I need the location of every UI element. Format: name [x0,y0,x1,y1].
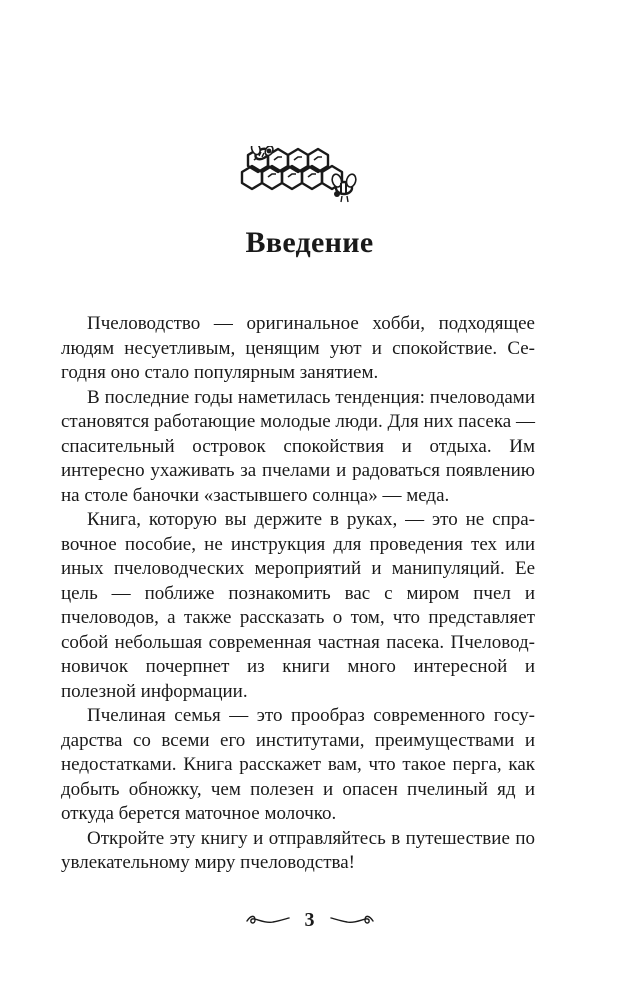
paragraph: Откройте эту книгу и отправляйтесь в путешествие по увлекательному миру пчеловодства! [61,827,535,873]
paragraph: Пчелиная семья — это прообраз современного государства со всеми его институтами, преимуществами и недостатками. Книга расскажет вам, что такое перга, как добыть обножку, чем полезен и опасен пчелиный яд и откуда берется маточное молочко. [61,705,535,824]
paragraph: Книга, которую вы держите в руках, — это не справочное пособие, не инструкция для проведения тех или иных пчеловодческих мероприятий и манипуляций. Ее цель — поближе познакомить вас с миром пчел и пчеловодов, а также рассказать о том, что представляет собой небольшая современная частная пасека. Пчеловод-новичок почерпнет из книги много интересной и полезной информации. [61,509,535,702]
chapter-body [61,312,535,876]
page-footer [0,910,619,930]
paragraph: Пчеловодство — оригинальное хобби, подходящее людям несуетливым, ценящим уют и спокойствие. Сегодня оно стало популярным занятием. [61,313,535,383]
swash-left-icon [243,910,291,930]
chapter-title: Введение [245,226,374,259]
page-number: 3 [304,909,315,931]
swash-right-icon [329,910,377,930]
honeycomb-with-bees-icon [238,146,362,208]
paragraph: В последние годы наметилась тенденция: пчеловодами становятся работающие молодые люди. Для них пасека — спасительный островок спокойствия и отдыха. Им интересно ухаживать за пчелами и радоваться появлению на столе баночки «застывшего солнца» — меда. [61,386,535,506]
